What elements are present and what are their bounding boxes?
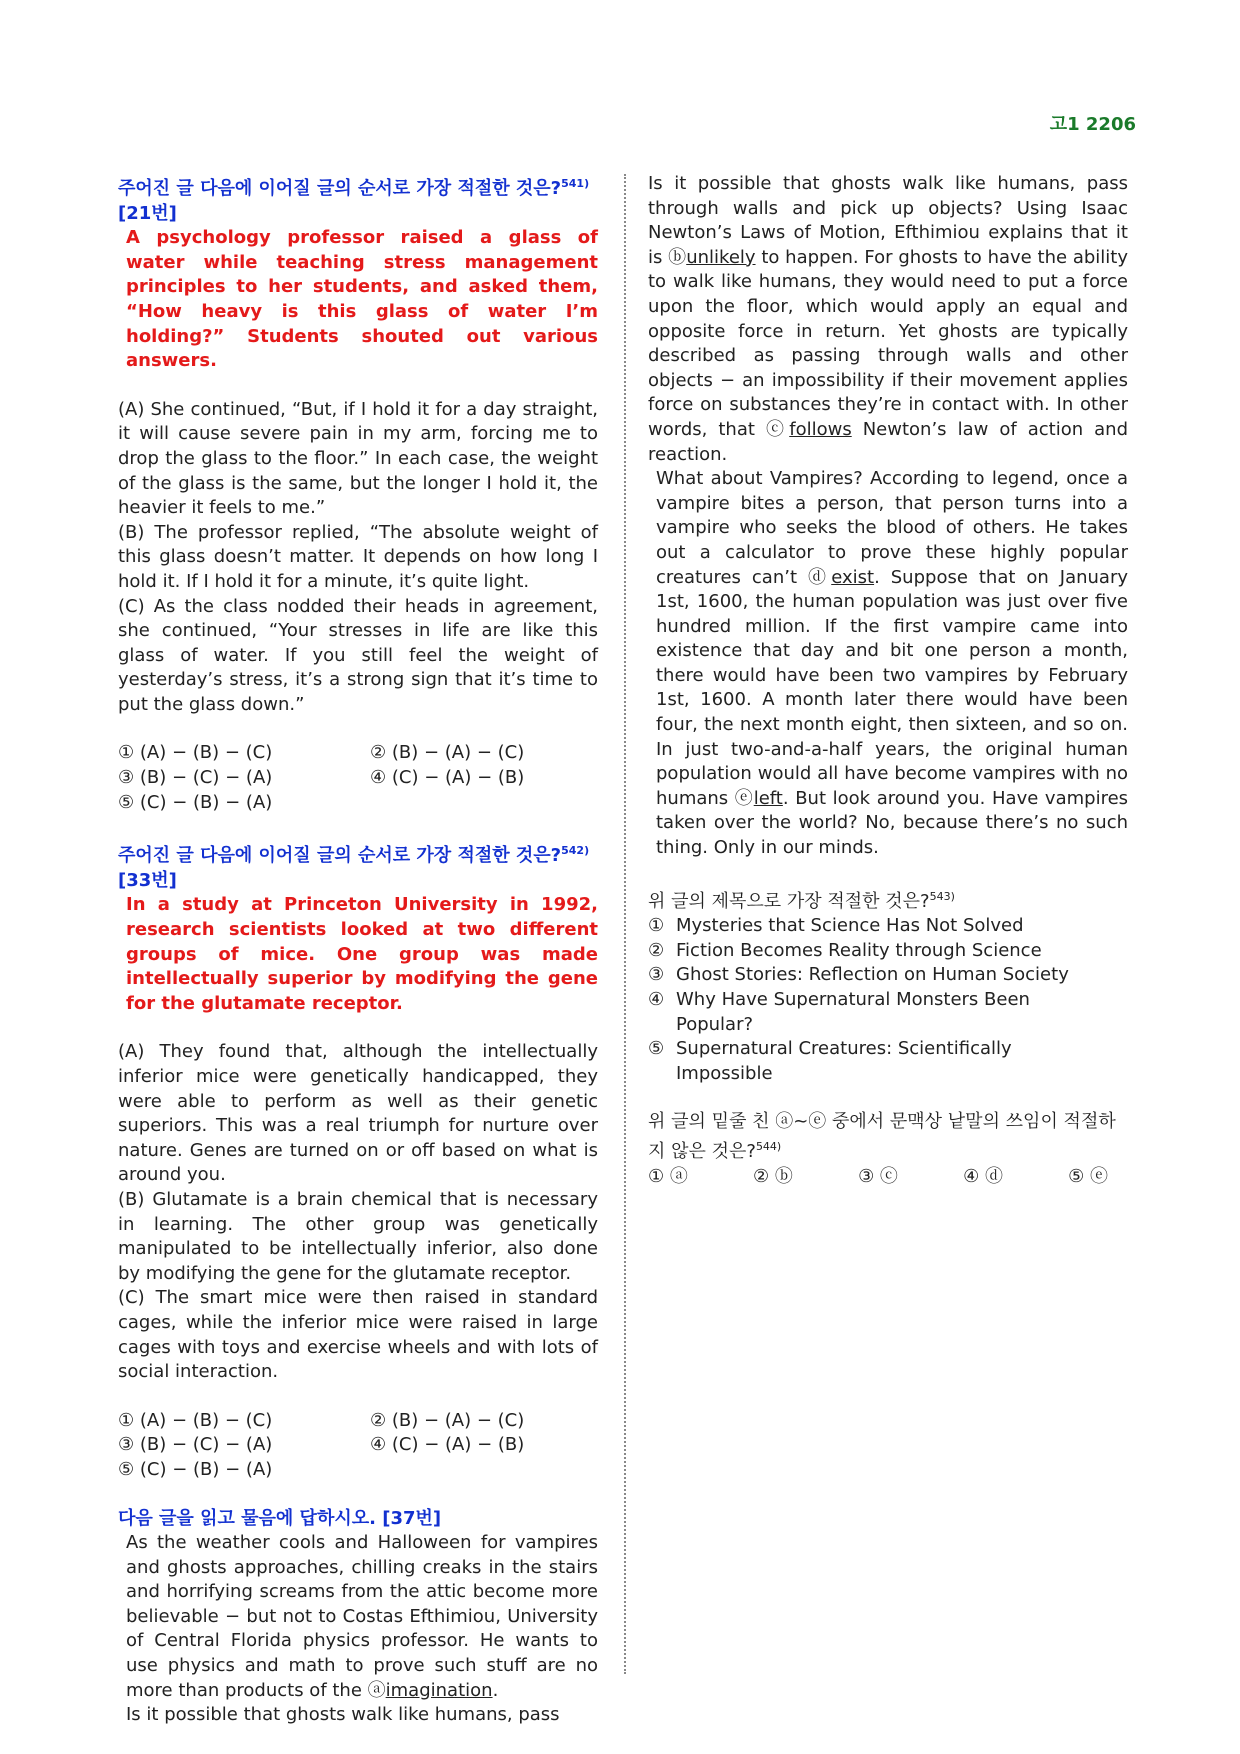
passage-c: (C) The smart mice were then raised in standard cages, while the inferior mice were raised in large cages with toys and exercise wheels and with lots of social interaction.: [118, 1287, 598, 1383]
option-1[interactable]: ① ⓐ: [648, 1165, 688, 1187]
option-5[interactable]: ⑤ (C) − (B) − (A): [118, 791, 273, 813]
question-title: 주어진 글 다음에 이어질 글의 순서로 가장 적절한 것은?$^{541)}$ [21번]: [118, 177, 590, 224]
option-4[interactable]: ④ (C) − (A) − (B): [370, 767, 525, 789]
option-1[interactable]: ① (A) − (B) − (C): [118, 1409, 273, 1431]
option-5[interactable]: ⑤ ⓔ: [1068, 1165, 1108, 1187]
option-3[interactable]: ③ (B) − (C) − (A): [118, 1434, 273, 1456]
question-542: [118, 839, 598, 1482]
option-1[interactable]: ① Mysteries that Science Has Not Solved: [648, 915, 1024, 937]
answer-options: [648, 1165, 1108, 1190]
right-column: [648, 172, 1128, 1189]
option-1[interactable]: ① (A) − (B) − (C): [118, 742, 273, 764]
option-2[interactable]: ② ⓑ: [753, 1165, 793, 1187]
passage-paragraph-2-start: Is it possible that ghosts walk like humans, pass: [126, 1704, 560, 1726]
option-3[interactable]: ③ (B) − (C) − (A): [118, 767, 273, 789]
column-divider: [624, 174, 626, 1674]
option-4[interactable]: ④ (C) − (A) − (B): [370, 1434, 525, 1456]
option-4[interactable]: ④ Why Have Supernatural Monsters Been Popular?: [648, 989, 1030, 1035]
passage-b: (B) The professor replied, “The absolute weight of this glass doesn’t matter. It depends on how long I hold it. If I hold it for a minute, it’s quite light.: [118, 521, 598, 592]
passage-paragraph-3: What about Vampires? According to legend, once a vampire bites a person, that person turns into a vampire who seeks the blood of others. He takes out a calculator to prove these highly popular creatures can’t ⓓexist. Suppose that on January 1st, 1600, the human population was just over five hundred million. If the first vampire came into existence that day and bit one person a month, there would have been two vampires by February 1st, 1600. A month later there would have been four, the next month eight, then sixteen, and so on. In just two-and-a-half years, the original human population would all have become vampires with no humans ⓔleft. But look around you. Have vampires taken over the world? No, because there’s no such thing. Only in our minds.: [656, 468, 1129, 859]
option-5[interactable]: ⑤ Supernatural Creatures: Scientifically Impossible: [648, 1038, 1012, 1084]
question-544: [648, 1110, 1128, 1189]
question-543: [648, 885, 1128, 1087]
exam-code: 고1 2206: [1049, 114, 1136, 135]
passage-b: (B) Glutamate is a brain chemical that is necessary in learning. The other group was genetically manipulated to be intellectually inferior, also done by modifying the gene for the glutamate receptor.: [118, 1188, 598, 1284]
option-2[interactable]: ② (B) − (A) − (C): [370, 742, 525, 764]
option-4[interactable]: ④ ⓓ: [963, 1165, 1003, 1187]
question-title: 위 글의 밑줄 친 ⓐ~ⓔ 중에서 문맥상 낱말의 쓰임이 적절하지 않은 것은?$^{544)}$: [648, 1111, 1116, 1162]
option-5[interactable]: ⑤ (C) − (B) − (A): [118, 1458, 273, 1480]
left-column: [118, 172, 598, 1728]
question-37: [118, 1507, 598, 1728]
answer-options: [648, 914, 1128, 1086]
answer-options: [118, 741, 598, 815]
passage-paragraph-2: Is it possible that ghosts walk like humans, pass through walls and pick up objects? Using Isaac Newton’s Laws of Motion, Efthimiou explains that it is ⓑunlikely to happen. For ghosts to have the ability to walk like humans, they would need to put a force upon the floor, which would apply an equal and opposite force in return. Yet ghosts are typically described as passing through walls and other objects − an impossibility if their movement applies force on substances they’re in contact with. In other words, that ⓒfollows Newton’s law of action and reaction.: [648, 173, 1129, 465]
passage-a: (A) She continued, “But, if I hold it for a day straight, it will cause severe pain in my arm, forcing me to drop the glass to the floor.” In each case, the weight of the glass is the same, but the longer I hold it, the heavier it feels to me.”: [118, 398, 598, 519]
passage-c: (C) As the class nodded their heads in agreement, she continued, “Your stresses in life are like this glass of water. If you still feel the weight of yesterday’s stress, it’s a strong sign that it’s time to put the glass down.”: [118, 595, 598, 715]
option-2[interactable]: ② (B) − (A) − (C): [370, 1409, 525, 1431]
given-passage: A psychology professor raised a glass of water while teaching stress management principles to her students, and asked them, “How heavy is this glass of water I’m holding?” Students shouted out various answers.: [126, 227, 598, 372]
question-title: 위 글의 제목으로 가장 적절한 것은?$^{543)}$: [648, 889, 955, 912]
option-3[interactable]: ③ ⓒ: [858, 1165, 898, 1187]
passage-a: (A) They found that, although the intellectually inferior mice were genetically handicapped, they were able to perform as well as their genetic superiors. This was a real triumph for nurture over nature. Genes are turned on or off based on what is around you.: [118, 1041, 598, 1186]
given-passage: In a study at Princeton University in 1992, research scientists looked at two different groups of mice. One group was made intellectually superior by modifying the gene for the glutamate receptor.: [126, 894, 598, 1014]
question-541: [118, 172, 598, 815]
question-title: 주어진 글 다음에 이어질 글의 순서로 가장 적절한 것은?$^{542)}$ [33번]: [118, 844, 590, 891]
paragraph-2-text: Is it possible that ghosts walk like humans, pass through walls and pick up objects? Using Isaac Newton’s Laws of Motion, Efthimiou explains that it is: [648, 173, 1128, 268]
option-3[interactable]: ③ Ghost Stories: Reflection on Human Society: [648, 964, 1069, 986]
question-title: 다음 글을 읽고 물음에 답하시오. [37번]: [118, 1507, 442, 1529]
passage-paragraph-1: As the weather cools and Halloween for vampires and ghosts approaches, chilling creaks in the stairs and horrifying screams from the attic become more believable − but not to Costas Efthimiou, University of Central Florida physics professor. He wants to use physics and math to prove such stuff are no more than products of the ⓐimagination.: [126, 1532, 598, 1701]
answer-options: [118, 1409, 598, 1483]
option-2[interactable]: ② Fiction Becomes Reality through Science: [648, 939, 1042, 961]
